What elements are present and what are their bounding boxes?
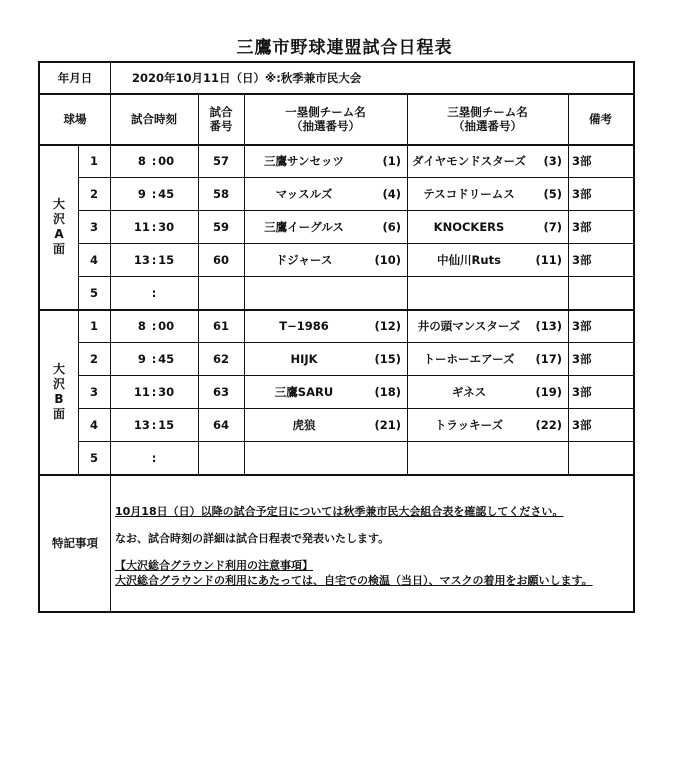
game-time-hour: 9 — [137, 186, 146, 201]
header-line: 試合 — [209, 104, 233, 119]
header-time: 試合時刻 — [131, 111, 177, 126]
game-number: 59 — [212, 219, 229, 234]
venue-name-char: 大 — [52, 361, 65, 376]
game-time — [110, 375, 198, 408]
game-slot-number: 1 — [89, 318, 98, 333]
third-base-lot-number: (13) — [535, 318, 562, 333]
game-time-minute: 00 — [158, 153, 175, 168]
date-label: 年月日 — [57, 71, 93, 85]
game-time-colon: : — [151, 450, 157, 465]
venue-name-char: 大 — [52, 196, 65, 211]
game-slot-number: 1 — [89, 153, 98, 168]
game-remark: 3部 — [572, 384, 592, 399]
game-time-hour: 8 — [137, 318, 146, 333]
game-number — [198, 441, 244, 474]
first-base-lot-number: (21) — [374, 417, 401, 432]
game-remark: 3部 — [572, 252, 592, 267]
game-number — [198, 276, 244, 309]
game-number: 61 — [212, 318, 229, 333]
game-remark: 3部 — [572, 219, 592, 234]
game-remark — [572, 276, 633, 309]
venue-name-char: 面 — [52, 241, 65, 256]
first-base-team: ドジャース — [275, 252, 333, 267]
game-time — [110, 408, 198, 441]
game-time-minute: 00 — [158, 318, 175, 333]
game-time — [110, 210, 198, 243]
third-base-team: ギネス — [451, 384, 487, 399]
game-time-hour: 13 — [133, 417, 150, 432]
third-base-team — [407, 441, 531, 474]
third-base-team: 中仙川Ruts — [437, 252, 501, 267]
venue-name-char: A — [54, 226, 64, 241]
schedule-table — [38, 61, 635, 613]
first-base-team — [244, 276, 364, 309]
third-base-lot-number — [531, 276, 562, 309]
game-time — [110, 144, 198, 177]
row-divider — [40, 474, 633, 476]
third-base-lot-number: (17) — [535, 351, 562, 366]
third-base-team: KNOCKERS — [433, 219, 505, 234]
notes-line-2: なお、試合時刻の詳細は試合日程表で発表いたします。 — [115, 532, 390, 545]
venue-name-char: 面 — [52, 406, 65, 421]
game-slot-number: 3 — [89, 384, 98, 399]
game-number: 62 — [212, 351, 229, 366]
game-remark: 3部 — [572, 417, 592, 432]
column-divider — [110, 474, 111, 612]
game-time — [110, 309, 198, 342]
header-line: 番号 — [209, 118, 233, 133]
first-base-lot-number — [364, 441, 401, 474]
header-line: 一塁側チーム名 — [285, 104, 366, 119]
venue-name-char: 沢 — [52, 211, 65, 226]
header-line: 三塁側チーム名 — [447, 104, 528, 119]
third-base-lot-number: (19) — [535, 384, 562, 399]
game-number: 57 — [212, 153, 229, 168]
header-first-base — [244, 93, 407, 144]
venue-name-char: B — [54, 391, 64, 406]
game-time-colon: : — [151, 153, 157, 168]
notes-line-4: 大沢総合グラウンドの利用にあたっては、自宅での検温（当日）、マスクの着用をお願いします。 — [115, 574, 593, 587]
venue-name-char: 沢 — [52, 376, 65, 391]
third-base-lot-number: (22) — [535, 417, 562, 432]
third-base-lot-number: (7) — [543, 219, 562, 234]
game-time-hour: 8 — [137, 153, 146, 168]
game-time-colon: : — [151, 186, 157, 201]
first-base-lot-number — [364, 276, 401, 309]
first-base-lot-number: (10) — [374, 252, 401, 267]
header-line: （抽選番号） — [291, 118, 360, 133]
game-slot-number: 5 — [89, 285, 98, 300]
first-base-lot-number: (18) — [374, 384, 401, 399]
game-time — [110, 243, 198, 276]
game-number: 63 — [212, 384, 229, 399]
game-time-colon: : — [151, 384, 157, 399]
header-venue: 球場 — [63, 111, 87, 126]
column-divider — [110, 63, 111, 93]
first-base-team: 三鷹イーグルス — [264, 219, 344, 234]
game-time-hour: 11 — [133, 384, 150, 399]
game-number: 58 — [212, 186, 229, 201]
game-time-colon: : — [151, 417, 157, 432]
game-slot-number: 3 — [89, 219, 98, 234]
game-remark: 3部 — [572, 186, 592, 201]
third-base-team: トラッキーズ — [434, 417, 504, 432]
column-divider — [568, 93, 569, 474]
third-base-team — [407, 276, 531, 309]
third-base-team: 井の頭マンスターズ — [417, 318, 521, 333]
game-time-minute: 15 — [158, 417, 175, 432]
game-slot-number: 2 — [89, 186, 98, 201]
third-base-lot-number: (11) — [535, 252, 562, 267]
first-base-lot-number: (12) — [374, 318, 401, 333]
game-time-minute: 15 — [158, 252, 175, 267]
header-line: （抽選番号） — [453, 118, 522, 133]
game-time-hour: 13 — [133, 252, 150, 267]
notes-line-1: 10月18日（日）以降の試合予定日については秋季兼市民大会組合表を確認してください。 — [115, 505, 564, 518]
game-number: 64 — [212, 417, 229, 432]
page-title: 三鷹市野球連盟試合日程表 — [236, 38, 453, 58]
third-base-team: テスコドリームス — [423, 186, 515, 201]
game-time — [110, 441, 198, 474]
first-base-lot-number: (6) — [382, 219, 401, 234]
game-time — [110, 276, 198, 309]
game-time-colon: : — [151, 318, 157, 333]
game-slot-number: 2 — [89, 351, 98, 366]
game-slot-number: 4 — [89, 252, 98, 267]
third-base-lot-number — [531, 441, 562, 474]
first-base-team: 虎狼 — [292, 417, 316, 432]
game-number: 60 — [212, 252, 229, 267]
game-time-minute: 30 — [158, 384, 175, 399]
third-base-lot-number: (5) — [543, 186, 562, 201]
venue-name — [40, 309, 78, 474]
game-time-minute: 30 — [158, 219, 175, 234]
game-remark — [572, 441, 633, 474]
game-time-hour: 9 — [137, 351, 146, 366]
game-time-hour: 11 — [133, 219, 150, 234]
game-time-minute: 45 — [158, 186, 175, 201]
notes-label: 特記事項 — [52, 536, 98, 550]
date-value: 2020年10月11日（日）※:秋季兼市民大会 — [132, 71, 362, 85]
first-base-team: マッスルズ — [275, 186, 333, 201]
first-base-team: 三鷹SARU — [274, 384, 334, 399]
header-game-no — [198, 93, 244, 144]
first-base-lot-number: (1) — [382, 153, 401, 168]
third-base-team: トーホーエアーズ — [423, 351, 515, 366]
game-remark: 3部 — [572, 153, 592, 168]
game-time — [110, 177, 198, 210]
first-base-team: HIJK — [290, 351, 318, 366]
game-remark: 3部 — [572, 318, 592, 333]
header-remarks: 備考 — [589, 111, 612, 126]
game-time-colon: : — [151, 351, 157, 366]
venue-name — [40, 144, 78, 309]
game-time-minute: 45 — [158, 351, 175, 366]
header-third-base — [407, 93, 568, 144]
third-base-lot-number: (3) — [543, 153, 562, 168]
third-base-team: ダイヤモンドスターズ — [411, 153, 527, 168]
first-base-lot-number: (15) — [374, 351, 401, 366]
game-time — [110, 342, 198, 375]
first-base-lot-number: (4) — [382, 186, 401, 201]
game-remark: 3部 — [572, 351, 592, 366]
first-base-team: T−1986 — [279, 318, 329, 333]
first-base-team: 三鷹サンセッツ — [264, 153, 344, 168]
game-time-colon: : — [151, 252, 157, 267]
notes-line-3: 【大沢総合グラウンド利用の注意事項】 — [115, 559, 313, 572]
game-time-colon: : — [151, 285, 157, 300]
first-base-team — [244, 441, 364, 474]
game-time-colon: : — [151, 219, 157, 234]
game-slot-number: 5 — [89, 450, 98, 465]
game-slot-number: 4 — [89, 417, 98, 432]
